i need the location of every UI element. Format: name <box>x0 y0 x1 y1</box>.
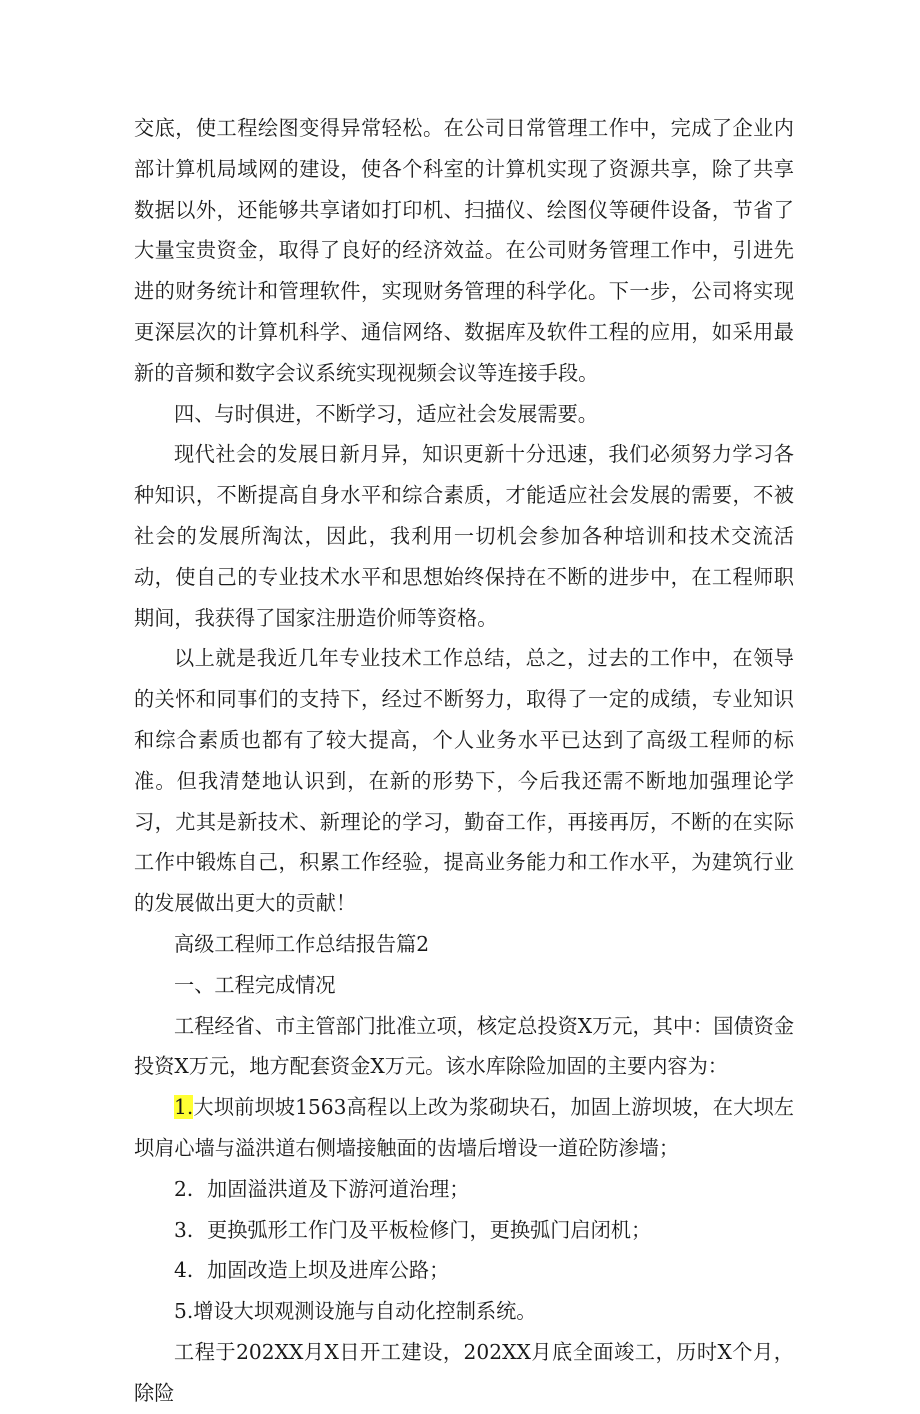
list-item-3: 3．更换弧形工作门及平板检修门，更换弧门启闭机； <box>174 1217 652 1242</box>
list-item-1-text: 大坝前坝坡1563高程以上改为浆砌块石，加固上游坝坡，在大坝左坝肩心墙与溢洪道右侧墙接触面的齿墙后增设一道砼防渗墙； <box>134 1095 794 1160</box>
list-item-5: 5.增设大坝观测设施与自动化控制系统。 <box>174 1299 537 1324</box>
report-title-part2: 高级工程师工作总结报告篇2 <box>174 931 430 956</box>
list-item-1 <box>134 1087 794 1169</box>
paragraph-construction-timeline: 工程于202XX月X日开工建设，202XX月底全面竣工，历时X个月，除险 <box>134 1339 794 1405</box>
paragraph-computer-network: 交底，使工程绘图变得异常轻松。在公司日常管理工作中，完成了企业内部计算机局域网的建设，使各个科室的计算机实现了资源共享，除了共享数据以外，还能够共享诸如打印机、扫描仪、绘图仪等硬件设备，节省了大量宝贵资金，取得了良好的经济效益。在公司财务管理工作中，引进先进的财务统计和管理软件，实现财务管理的科学化。下一步，公司将实现更深层次的计算机科学、通信网络、数据库及软件工程的应用，如采用最新的音频和数字会议系统实现视频会议等连接手段。 <box>134 116 794 385</box>
list-item-2: 2．加固溢洪道及下游河道治理； <box>174 1176 470 1201</box>
document-body <box>134 108 794 1414</box>
paragraph-summary: 以上就是我近几年专业技术工作总结，总之，过去的工作中，在领导的关怀和同事们的支持下，经过不断努力，取得了一定的成绩，专业知识和综合素质也都有了较大提高，个人业务水平已达到了高级工程师的标准。但我清楚地认识到，在新的形势下，今后我还需不断地加强理论学习，尤其是新技术、新理论的学习，勤奋工作，再接再厉，不断的在实际工作中锻炼自己，积累工作经验，提高业务能力和工作水平，为建筑行业的发展做出更大的贡献！ <box>134 646 794 916</box>
section-heading-one: 一、工程完成情况 <box>174 972 336 997</box>
highlighted-list-marker: 1. <box>174 1095 194 1120</box>
list-item-4: 4．加固改造上坝及进库公路； <box>174 1258 450 1283</box>
paragraph-project-approval: 工程经省、市主管部门批准立项，核定总投资X万元，其中：国债资金投资X万元，地方配套资金X万元。该水库除险加固的主要内容为： <box>134 1013 795 1079</box>
paragraph-modern-society: 现代社会的发展日新月异，知识更新十分迅速，我们必须努力学习各种知识，不断提高自身水平和综合素质，才能适应社会发展的需要，不被社会的发展所淘汰，因此，我利用一切机会参加各种培训和技术交流活动，使自己的专业技术水平和思想始终保持在不断的进步中，在工程师职期间，我获得了国家注册造价师等资格。 <box>134 442 794 630</box>
section-heading-four: 四、与时俱进，不断学习，适应社会发展需要。 <box>174 401 598 426</box>
